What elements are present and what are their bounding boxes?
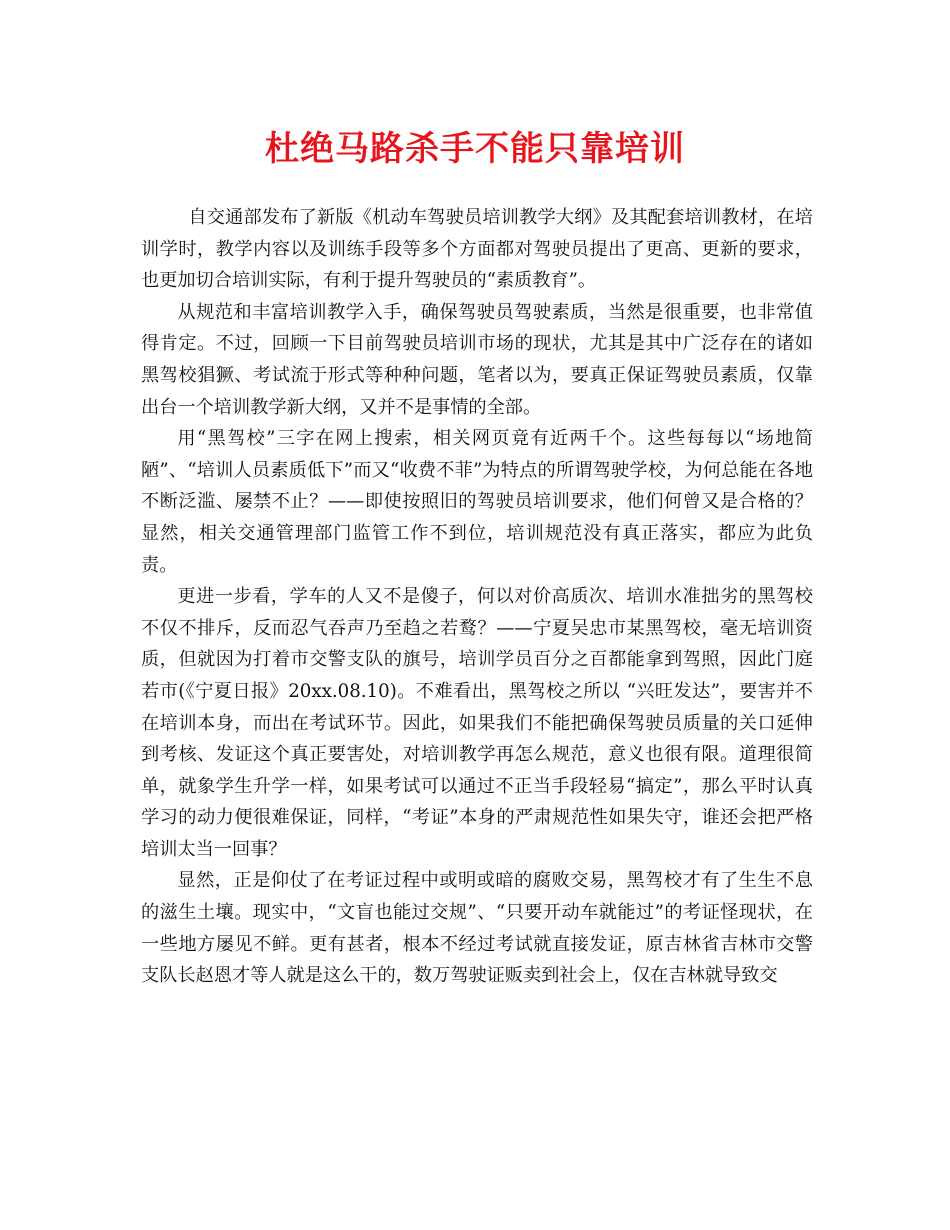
paragraph-3: 用“黑驾校”三字在网上搜索，相关网页竟有近两千个。这些每每以“场地简陋”、“培训人员素质低下”而又“收费不菲”为特点的所谓驾驶学校，为何总能在各地不断泛滥、屡禁不止？——即使按照旧的驾驶员培训要求，他们何曾又是合格的？显然，相关交通管理部门监管工作不到位，培训规范没有真正落实，都应为此负责。	[141, 428, 813, 576]
document-body	[141, 202, 813, 992]
paragraph-5: 显然，正是仰仗了在考证过程中或明或暗的腐败交易，黑驾校才有了生生不息的滋生土壤。现实中，“文盲也能过交规”、“只要开动车就能过”的考证怪现状，在一些地方屡见不鲜。更有甚者，根本不经过考试就直接发证，原吉林省吉林市交警支队长赵恩才等人就是这么干的，数万驾驶证贩卖到社会上，仅在吉林就导致交	[141, 870, 813, 987]
paragraph-2: 从规范和丰富培训教学入手，确保驾驶员驾驶素质，当然是很重要，也非常值得肯定。不过，回顾一下目前驾驶员培训市场的现状，尤其是其中广泛存在的诸如黑驾校猖獗、考试流于形式等种种问题，笔者以为，要真正保证驾驶员素质，仅靠出台一个培训教学新大纲，又并不是事情的全部。	[141, 301, 813, 418]
paragraph-1: 自交通部发布了新版《机动车驾驶员培训教学大纲》及其配套培训教材，在培训学时，教学内容以及训练手段等多个方面都对驾驶员提出了更高、更新的要求，也更加切合培训实际，有利于提升驾驶员的“素质教育”。	[141, 207, 813, 292]
paragraph-4: 更进一步看，学车的人又不是傻子，何以对价高质次、培训水准拙劣的黑驾校不仅不排斥，反而忍气吞声乃至趋之若鹜？——宁夏吴忠市某黑驾校，毫无培训资质，但就因为打着市交警支队的旗号，培训学员百分之百都能拿到驾照，因此门庭若市(《宁夏日报》20xx.08.10)。不难看出，黑驾校之所以 “兴旺发达”，要害并不在培训本身，而出在考试环节。因此，如果我们不能把确保驾驶员质量的关口延伸到考核、发证这个真正要害处，对培训教学再怎么规范，意义也很有限。道理很简单，就象学生升学一样，如果考试可以通过不正当手段轻易“搞定”，那么平时认真学习的动力便很难保证，同样，“考证”本身的严肃规范性如果失守，谁还会把严格培训太当一回事？	[141, 586, 813, 860]
document-title: 杜绝马路杀手不能只靠培训	[265, 129, 685, 169]
